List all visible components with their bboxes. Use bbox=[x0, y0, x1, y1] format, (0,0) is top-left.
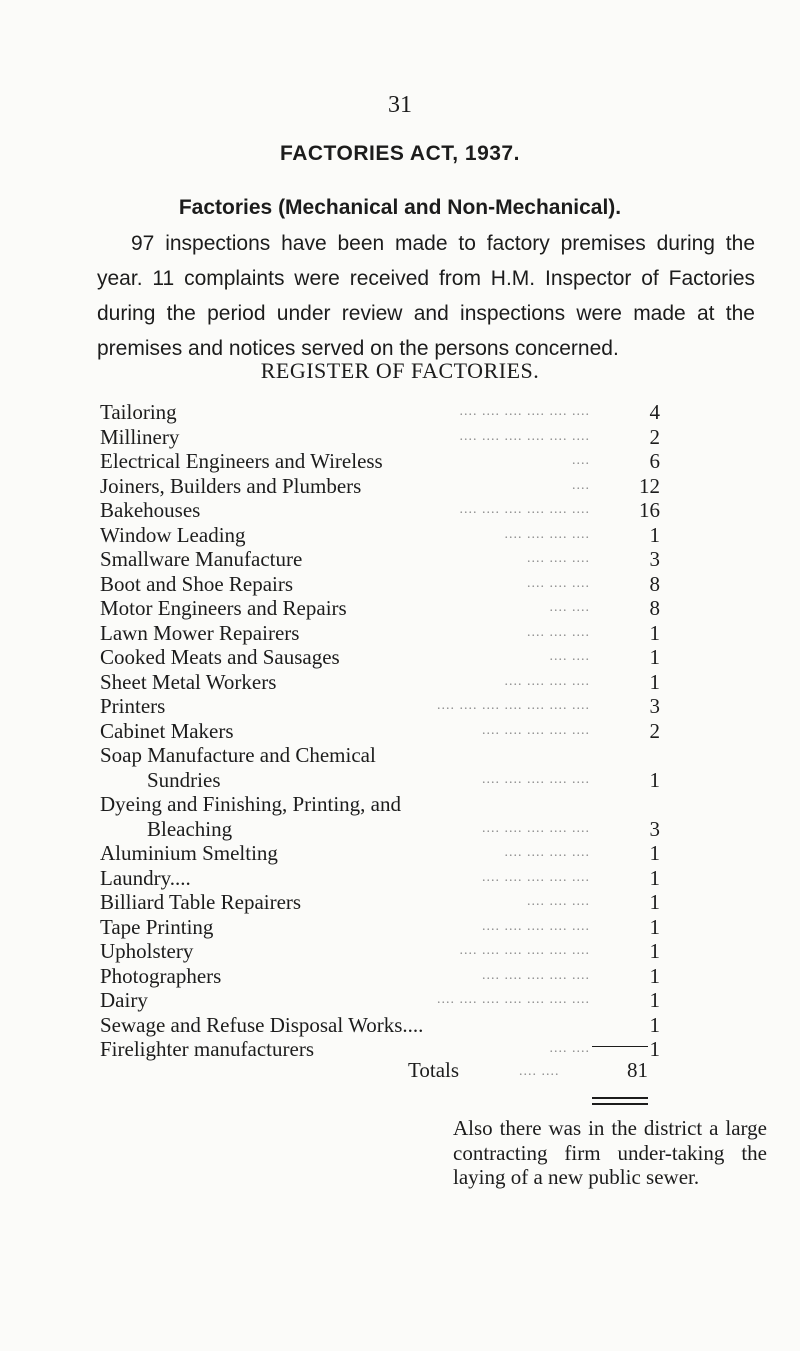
register-row-value: 1 bbox=[649, 1012, 660, 1037]
register-row-label: Cooked Meats and Sausages bbox=[100, 645, 340, 669]
register-row-dots: .... .... .... .... bbox=[504, 673, 590, 689]
register-row-label: Dairy bbox=[100, 988, 148, 1012]
register-row-label: Lawn Mower Repairers bbox=[100, 620, 300, 645]
register-row-value: 1 bbox=[649, 963, 660, 988]
register-row-value: 12 bbox=[639, 473, 660, 498]
note-paragraph: Also there was in the district a large contracting firm under-taking the laying of a new public sewer. bbox=[453, 1116, 767, 1189]
register-row-dots: .... .... .... .... .... bbox=[482, 869, 590, 885]
register-row bbox=[100, 1037, 660, 1062]
register-row-dots: .... .... .... .... .... .... bbox=[459, 404, 590, 419]
register-row bbox=[100, 817, 660, 842]
register-row bbox=[100, 988, 660, 1013]
register-row bbox=[100, 547, 660, 572]
register-row bbox=[100, 890, 660, 915]
register-row-dots: .... bbox=[572, 453, 590, 468]
register-row-dots: .... .... bbox=[549, 1041, 590, 1056]
register-row-dots: .... .... .... bbox=[527, 575, 590, 591]
register-row-label: Photographers bbox=[100, 963, 222, 988]
register-row-label: Printers bbox=[100, 694, 166, 718]
register-row-label: Sundries bbox=[147, 767, 221, 792]
register-row-value: 1 bbox=[649, 767, 660, 792]
totals-value: 81 bbox=[627, 1058, 648, 1082]
register-row-dots: .... .... .... bbox=[527, 624, 590, 640]
register-row-dots: .... .... .... .... bbox=[504, 526, 590, 542]
register-row-label: Window Leading bbox=[100, 522, 246, 547]
register-row-dots: .... .... .... .... .... .... bbox=[459, 502, 590, 517]
register-row-dots: .... bbox=[572, 477, 590, 493]
intro-paragraph: 97 inspections have been made to factory premises during the year. 11 complaints were received from H.M. Inspector of Factories during the period under review and inspections were made at the premises and notices served on the persons concerned. bbox=[97, 232, 755, 360]
register-row bbox=[100, 964, 660, 989]
register-row-value: 1 bbox=[649, 890, 660, 914]
register-row bbox=[100, 866, 660, 891]
register-row-value: 1 bbox=[649, 522, 660, 547]
register-row-dots: .... .... bbox=[549, 649, 590, 664]
double-rule bbox=[592, 1097, 648, 1105]
register-row-value: 2 bbox=[649, 424, 660, 449]
register-row-value: 8 bbox=[649, 571, 660, 596]
register-row-dots: .... .... .... .... .... .... bbox=[459, 428, 590, 444]
register-row bbox=[100, 449, 660, 474]
register-row-label: Boot and Shoe Repairs bbox=[100, 571, 294, 596]
register-row-value: 16 bbox=[639, 498, 660, 522]
register-row-value: 1 bbox=[649, 645, 660, 669]
register-row bbox=[100, 841, 660, 866]
register-row-dots: .... .... .... bbox=[527, 551, 590, 566]
register-row-dots: .... .... .... .... .... .... .... bbox=[437, 698, 590, 713]
register-row-dots: .... .... .... .... .... bbox=[482, 722, 590, 738]
register-row bbox=[100, 743, 660, 768]
register-row-label: Bleaching bbox=[147, 816, 233, 841]
register-row-label: Bakehouses bbox=[100, 498, 201, 522]
register-row-dots: .... .... .... bbox=[527, 894, 590, 909]
register-row-dots: .... .... .... .... .... .... bbox=[459, 943, 590, 958]
register-row bbox=[100, 400, 660, 425]
register-row-value: 1 bbox=[649, 914, 660, 939]
register-row-label: Dyeing and Finishing, Printing, and bbox=[100, 792, 401, 816]
register-row-dots: .... .... bbox=[549, 600, 590, 615]
register-row bbox=[100, 621, 660, 646]
register-row-value: 6 bbox=[649, 449, 660, 473]
register-row-label: Smallware Manufacture bbox=[100, 547, 303, 571]
register-row-value: 1 bbox=[649, 1037, 660, 1061]
document-title: FACTORIES ACT, 1937. bbox=[280, 142, 520, 165]
register-row-value: 8 bbox=[649, 596, 660, 620]
register-row-label: Joiners, Builders and Plumbers bbox=[100, 473, 362, 498]
register-row-label: Sewage and Refuse Disposal Works.... bbox=[100, 1012, 424, 1037]
register-row-value: 1 bbox=[649, 669, 660, 694]
register-row-label: Laundry.... bbox=[100, 865, 191, 890]
register-row-label: Firelighter manufacturers bbox=[100, 1037, 314, 1061]
register-row-dots: .... .... .... .... .... bbox=[482, 771, 590, 787]
register-row-value: 3 bbox=[649, 547, 660, 571]
register-table bbox=[100, 400, 660, 1062]
register-row-label: Tape Printing bbox=[100, 914, 214, 939]
register-row-label: Aluminium Smelting bbox=[100, 841, 278, 865]
total-rule bbox=[592, 1046, 648, 1047]
register-heading: REGISTER OF FACTORIES. bbox=[260, 358, 540, 383]
register-row bbox=[100, 523, 660, 548]
register-row-label: Billiard Table Repairers bbox=[100, 890, 302, 914]
register-row-value: 3 bbox=[649, 816, 660, 841]
register-row-label: Upholstery bbox=[100, 939, 194, 963]
register-row-label: Sheet Metal Workers bbox=[100, 669, 277, 694]
register-row bbox=[100, 425, 660, 450]
register-row-value: 1 bbox=[649, 620, 660, 645]
register-row-dots: .... .... .... .... .... bbox=[482, 820, 590, 836]
register-row bbox=[100, 694, 660, 719]
register-row bbox=[100, 1013, 660, 1038]
register-row-label: Motor Engineers and Repairs bbox=[100, 596, 347, 620]
register-row-value: 2 bbox=[649, 718, 660, 743]
register-row-label: Millinery bbox=[100, 424, 180, 449]
register-row-value: 3 bbox=[649, 694, 660, 718]
register-row-value: 1 bbox=[649, 988, 660, 1012]
register-row bbox=[100, 915, 660, 940]
register-row-label: Soap Manufacture and Chemical bbox=[100, 743, 376, 767]
register-row-dots: .... .... .... .... .... .... .... bbox=[437, 992, 590, 1007]
register-row-dots: .... .... .... .... .... bbox=[482, 967, 590, 983]
register-row-value: 1 bbox=[649, 939, 660, 963]
register-row-label: Electrical Engineers and Wireless bbox=[100, 449, 383, 473]
document-subtitle: Factories (Mechanical and Non-Mechanical). bbox=[178, 196, 622, 219]
register-row bbox=[100, 719, 660, 744]
register-row-label: Cabinet Makers bbox=[100, 718, 234, 743]
register-row-dots: .... .... .... .... .... bbox=[482, 918, 590, 934]
register-row-value: 1 bbox=[649, 865, 660, 890]
register-row bbox=[100, 572, 660, 597]
register-row-value: 1 bbox=[649, 841, 660, 865]
register-row-dots: .... .... .... .... bbox=[504, 845, 590, 860]
page-number: 31 bbox=[388, 92, 412, 118]
register-row bbox=[100, 939, 660, 964]
register-row bbox=[100, 474, 660, 499]
totals-dots: .... .... bbox=[519, 1064, 560, 1079]
register-row bbox=[100, 645, 660, 670]
register-row bbox=[100, 768, 660, 793]
register-row-value: 4 bbox=[649, 400, 660, 424]
register-row bbox=[100, 498, 660, 523]
register-row-label: Tailoring bbox=[100, 400, 177, 424]
register-row bbox=[100, 792, 660, 817]
register-row bbox=[100, 596, 660, 621]
totals-label: Totals bbox=[408, 1058, 460, 1082]
register-row bbox=[100, 670, 660, 695]
